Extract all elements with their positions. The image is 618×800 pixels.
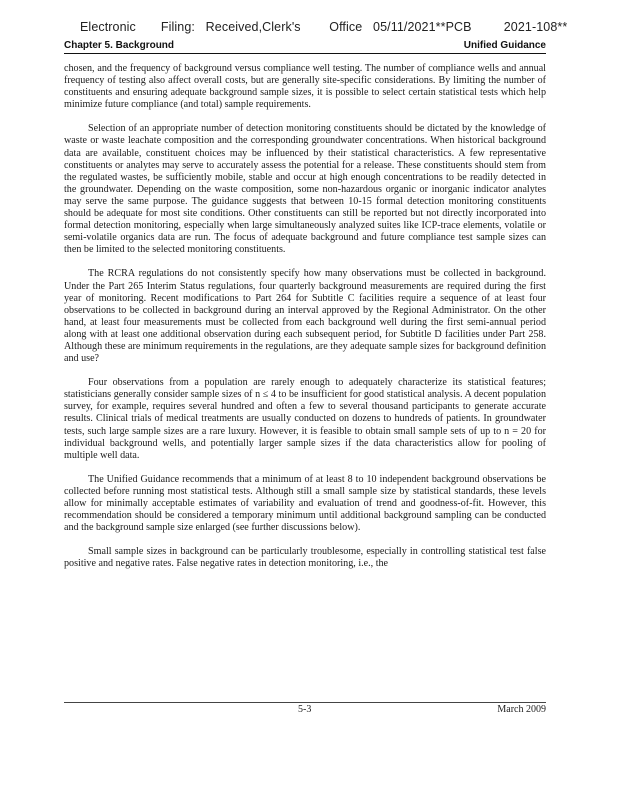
footer-rule xyxy=(64,702,546,703)
body-text xyxy=(64,63,546,582)
paragraph-four-observations: Four observations from a population are rarely enough to adequately characterize its statistical features; statisticians generally consider sample sizes of n ≤ 4 to be insufficient for good statistical analysis. A decent population survey, for example, requires several hundred and often a few to several thousand participants to generate accurate results. Clinical trials of medical treatments are usually conducted on dozens to hundreds of patients. In groundwater tests, such large sample sizes are a rare luxury. However, it is feasible to obtain small sample sets of up to n = 20 for individual background wells, and potentially larger sample sizes if the data characteristics allow for pooling of multiple well data. xyxy=(64,377,546,461)
stamp-office: Office xyxy=(329,20,363,34)
page-number: 5-3 xyxy=(298,704,312,715)
stamp-filing: Filing: xyxy=(160,20,195,34)
stamp-received: Received,Clerk's xyxy=(205,20,301,34)
chapter-title: Chapter 5. Background xyxy=(64,40,175,51)
stamp-docket: 2021-108** xyxy=(503,20,568,34)
electronic-filing-stamp xyxy=(80,20,568,34)
guidance-title: Unified Guidance xyxy=(463,40,546,51)
paragraph-constituent-selection: Selection of an appropriate number of detection monitoring constituents should be dictated by the knowledge of waste or waste leachate composition and the corresponding groundwater concentrations. When historical background data are available, constituent choices may be influenced by their statistical characteristics. A few representative constituents or analytes may serve to accurately assess the potential for a release. These constituents should stem from the regulated wastes, be sufficiently mobile, stable and occur at high enough concentrations to be readily detected in the groundwater. Depending on the waste composition, some non-hazardous organic or inorganic indicator analytes may serve the same purpose. The guidance suggests that between 10-15 formal detection monitoring constituents should be adequate for most site conditions. Other constituents can still be reported but not directly incorporated into formal detection monitoring, especially when large simultaneously analyzed suites like ICP-trace elements, volatile or semi-volatile organics data are run. The focus of adequate background and future compliance test sample sizes can then be limited to the selected monitoring constituents. xyxy=(64,123,546,256)
stamp-date: 05/11/2021**PCB xyxy=(373,20,472,34)
stamp-electronic: Electronic xyxy=(80,20,136,34)
paragraph-small-sample-sizes: Small sample sizes in background can be particularly troublesome, especially in controlling statistical test false positive and negative rates. False negative rates in detection monitoring, i.e., the xyxy=(64,546,546,570)
header-rule xyxy=(64,53,546,54)
running-header xyxy=(64,40,546,54)
paragraph-unified-guidance-recommendation: The Unified Guidance recommends that a minimum of at least 8 to 10 independent background observations be collected before running most statistical tests. Although still a small sample size by statistical standards, these levels allow for minimally acceptable estimates of variability and evaluation of trend and goodness-of-fit. However, this recommendation should be considered a temporary minimum until additional background sampling can be conducted and the background sample size enlarged (see further discussions below). xyxy=(64,473,546,534)
paragraph-rcra-regulations: The RCRA regulations do not consistently specify how many observations must be collected in background. Under the Part 265 Interim Status regulations, four quarterly background measurements are required during the first year of monitoring. Recent modifications to Part 264 for Subtitle C facilities require a sequence of at least four observations to be collected in background during an interval approved by the Regional Administrator. On the other hand, at least four measurements must be collected from each background well during the first semi-annual period along with at least one additional observation during each subsequent period, for Subtitle D facilities under Part 258. Although these are minimum requirements in the regulations, are they adequate sample sizes for background definition and use? xyxy=(64,268,546,365)
paragraph-continued: chosen, and the frequency of background versus compliance well testing. The number of compliance wells and annual frequency of testing also affect overall costs, but are generally site-specific considerations. By limiting the number of constituents and ensuring adequate background sample sizes, it is possible to select certain statistical tests which help minimize future compliance (and total) sample requirements. xyxy=(64,63,546,111)
footer-date: March 2009 xyxy=(497,704,546,715)
page-footer xyxy=(64,704,546,716)
